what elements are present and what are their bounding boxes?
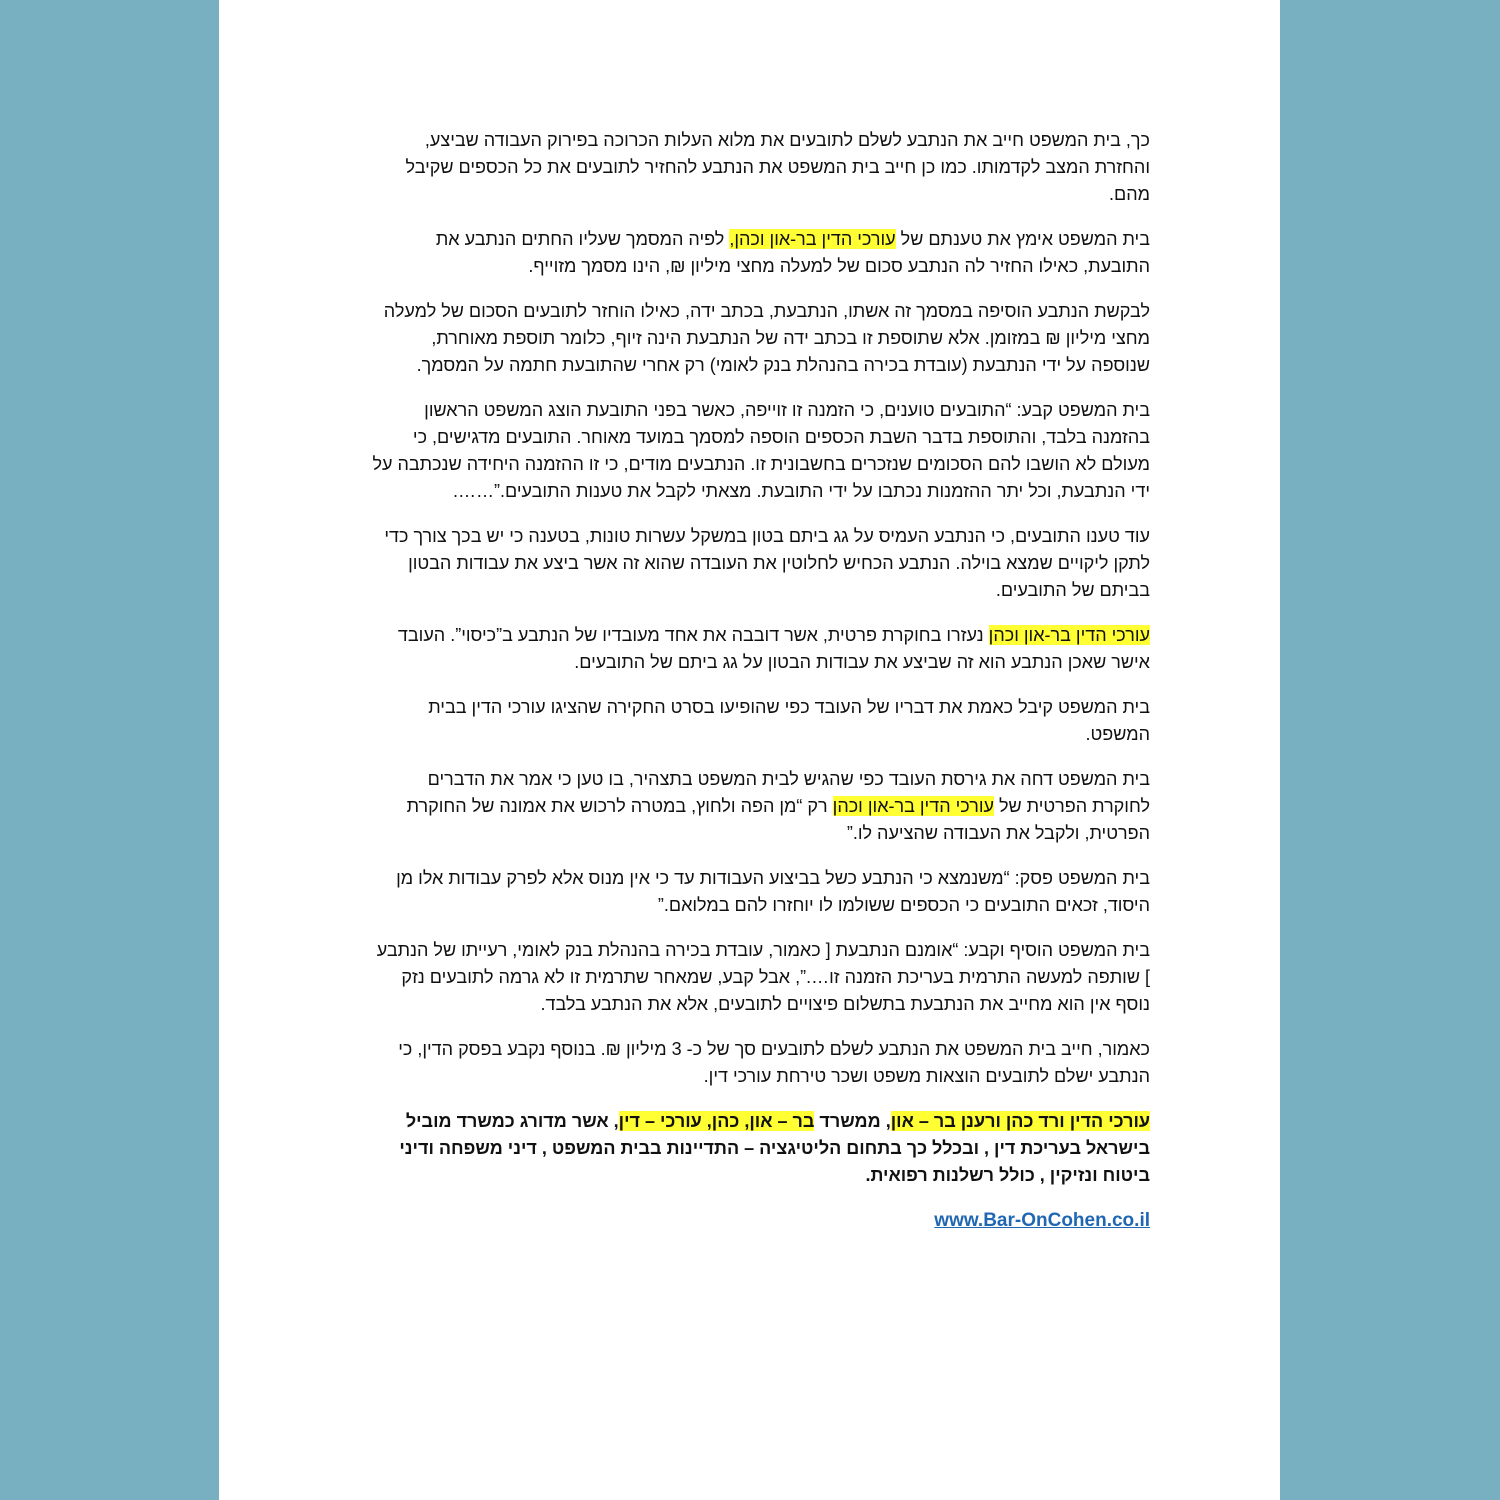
paragraph-text: לבקשת הנתבע הוסיפה במסמך זה אשתו, הנתבעת, בכתב ידה, כאילו הוחזר לתובעים הסכום של למעלה מחצי מיליון ₪ במזומן. אלא שתוספת זו בכתב ידה של הנתבעת הינה זיוף, כלומר תוספת מאוחרת, שנוספה על ידי הנתבעת (עובדת בכירה בהנהלת בנק לאומי) רק אחרי שהתובעת חתמה על המסמך. (383, 301, 1150, 375)
article-paragraph (370, 865, 1150, 919)
paragraph-text: בית המשפט הוסיף וקבע: “אומנם הנתבעת [ כאמור, עובדת בכירה בהנהלת בנק לאומי, רעייתו של הנתבע ] שותפה למעשה התרמית בעריכת הזמנה זו….”, אבל קבע, שמאחר שתרמית זו לא גרמה לתובעים נזק נוסף אין הוא מחייב את הנתבעת בתשלום פיצויים לתובעים, אלא את הנתבע בלבד. (376, 940, 1150, 1014)
article-paragraph (370, 298, 1150, 379)
website-link-container (370, 1207, 1150, 1234)
paragraph-text: בית המשפט קבע: “התובעים טוענים, כי הזמנה זו זוייפה, כאשר בפני התובעת הוצג המשפט הראשון בהזמנה בלבד, והתוספת בדבר השבת הכספים הוספה למסמך במועד מאוחר. התובעים מדגישים, כי מעולם לא הושבו להם הסכומים שנזכרים בחשבונית זו. הנתבעים מודים, כי זו ההזמנה היחידה שנכתבה על ידי הנתבעת, וכל יתר ההזמנות נכתבו על ידי התובעת. מצאתי לקבל את טענות התובעים.”……. (372, 400, 1150, 501)
paragraph-text: , ממשרד (814, 1111, 891, 1131)
highlighted-text: עורכי הדין בר-און וכהן (832, 796, 994, 816)
paragraph-text: בית המשפט דחה את גירסת העובד כפי שהגיש לבית המשפט בתצהיר, בו טען כי אמר את הדברים לחוקרת הפרטית של (427, 769, 1150, 816)
document-page (219, 0, 1280, 1500)
article-paragraph (370, 694, 1150, 748)
firm-description-paragraph (370, 1108, 1150, 1189)
article-paragraph (370, 766, 1150, 847)
paragraph-text: בית המשפט אימץ את טענתם של (895, 229, 1150, 249)
paragraph-text: רק “מן הפה ולחוץ, במטרה לרכוש את אמונה של החוקרת הפרטית, ולקבל את העבודה שהציעה לו.” (406, 796, 1150, 843)
paragraph-text: לפיה המסמך שעליו החתים הנתבע את התובעת, כאילו החזיר לה הנתבע סכום של למעלה מחצי מיליון ₪, הינו מסמך מזוייף. (435, 229, 1150, 276)
paragraph-text: עוד טענו התובעים, כי הנתבע העמיס על גג ביתם בטון במשקל עשרות טונות, בטענה כי יש בכך צורך כדי לתקן ליקויים שמצא בוילה. הנתבע הכחיש לחלוטין את העובדה שהוא זה אשר ביצע את עבודות הבטון בביתם של התובעים. (384, 526, 1150, 600)
article-paragraph (370, 226, 1150, 280)
article-body (370, 127, 1150, 1234)
article-paragraph (370, 523, 1150, 604)
website-link[interactable]: www.Bar-OnCohen.co.il (934, 1210, 1150, 1231)
paragraph-text: בית המשפט קיבל כאמת את דבריו של העובד כפי שהופיעו בסרט החקירה שהציגו עורכי הדין בבית המשפט. (428, 697, 1150, 744)
article-paragraph (370, 127, 1150, 208)
paragraph-text: כאמור, חייב בית המשפט את הנתבע לשלם לתובעים סך של כ- 3 מיליון ₪. בנוסף נקבע בפסק הדין, כי הנתבע ישלם לתובעים הוצאות משפט ושכר טירחת עורכי דין. (398, 1039, 1150, 1086)
highlighted-text: עורכי הדין ורד כהן ורענן בר – און (890, 1111, 1150, 1131)
article-paragraph (370, 622, 1150, 676)
article-paragraph (370, 937, 1150, 1018)
article-paragraph (370, 397, 1150, 505)
article-paragraph (370, 1036, 1150, 1090)
paragraph-text: כך, בית המשפט חייב את הנתבע לשלם לתובעים את מלוא העלות הכרוכה בפירוק העבודה שביצע, והחזרת המצב לקדמותו. כמו כן חייב בית המשפט את הנתבע להחזיר לתובעים את כל הכספים שקיבל מהם. (405, 130, 1150, 204)
paragraph-text: נעזרו בחוקרת פרטית, אשר דובבה את אחד מעובדיו של הנתבע ב”כיסוי”. העובד אישר שאכן הנתבע הוא זה שביצע את עבודות הבטון על גג ביתם של התובעים. (397, 625, 1150, 672)
paragraph-text: בית המשפט פסק: “משנמצא כי הנתבע כשל בביצוע העבודות עד כי אין מנוס אלא לפרק עבודות אלו מן היסוד, זכאים התובעים כי הכספים ששולמו לו יוחזרו להם במלואם.” (396, 868, 1150, 915)
highlighted-text: עורכי הדין בר-און וכהן (988, 625, 1150, 645)
highlighted-text: עורכי הדין בר-און וכהן, (729, 229, 896, 249)
paragraph-text: , אשר מדורג כמשרד מוביל בישראל בעריכת דין , ובכלל כך בתחום הליטיגציה – התדיינות בבית המשפט , דיני משפחה ודיני ביטוח ונזיקין , כולל רשלנות רפואית. (399, 1111, 1150, 1185)
highlighted-text: בר – און, כהן, עורכי – דין (618, 1111, 815, 1131)
